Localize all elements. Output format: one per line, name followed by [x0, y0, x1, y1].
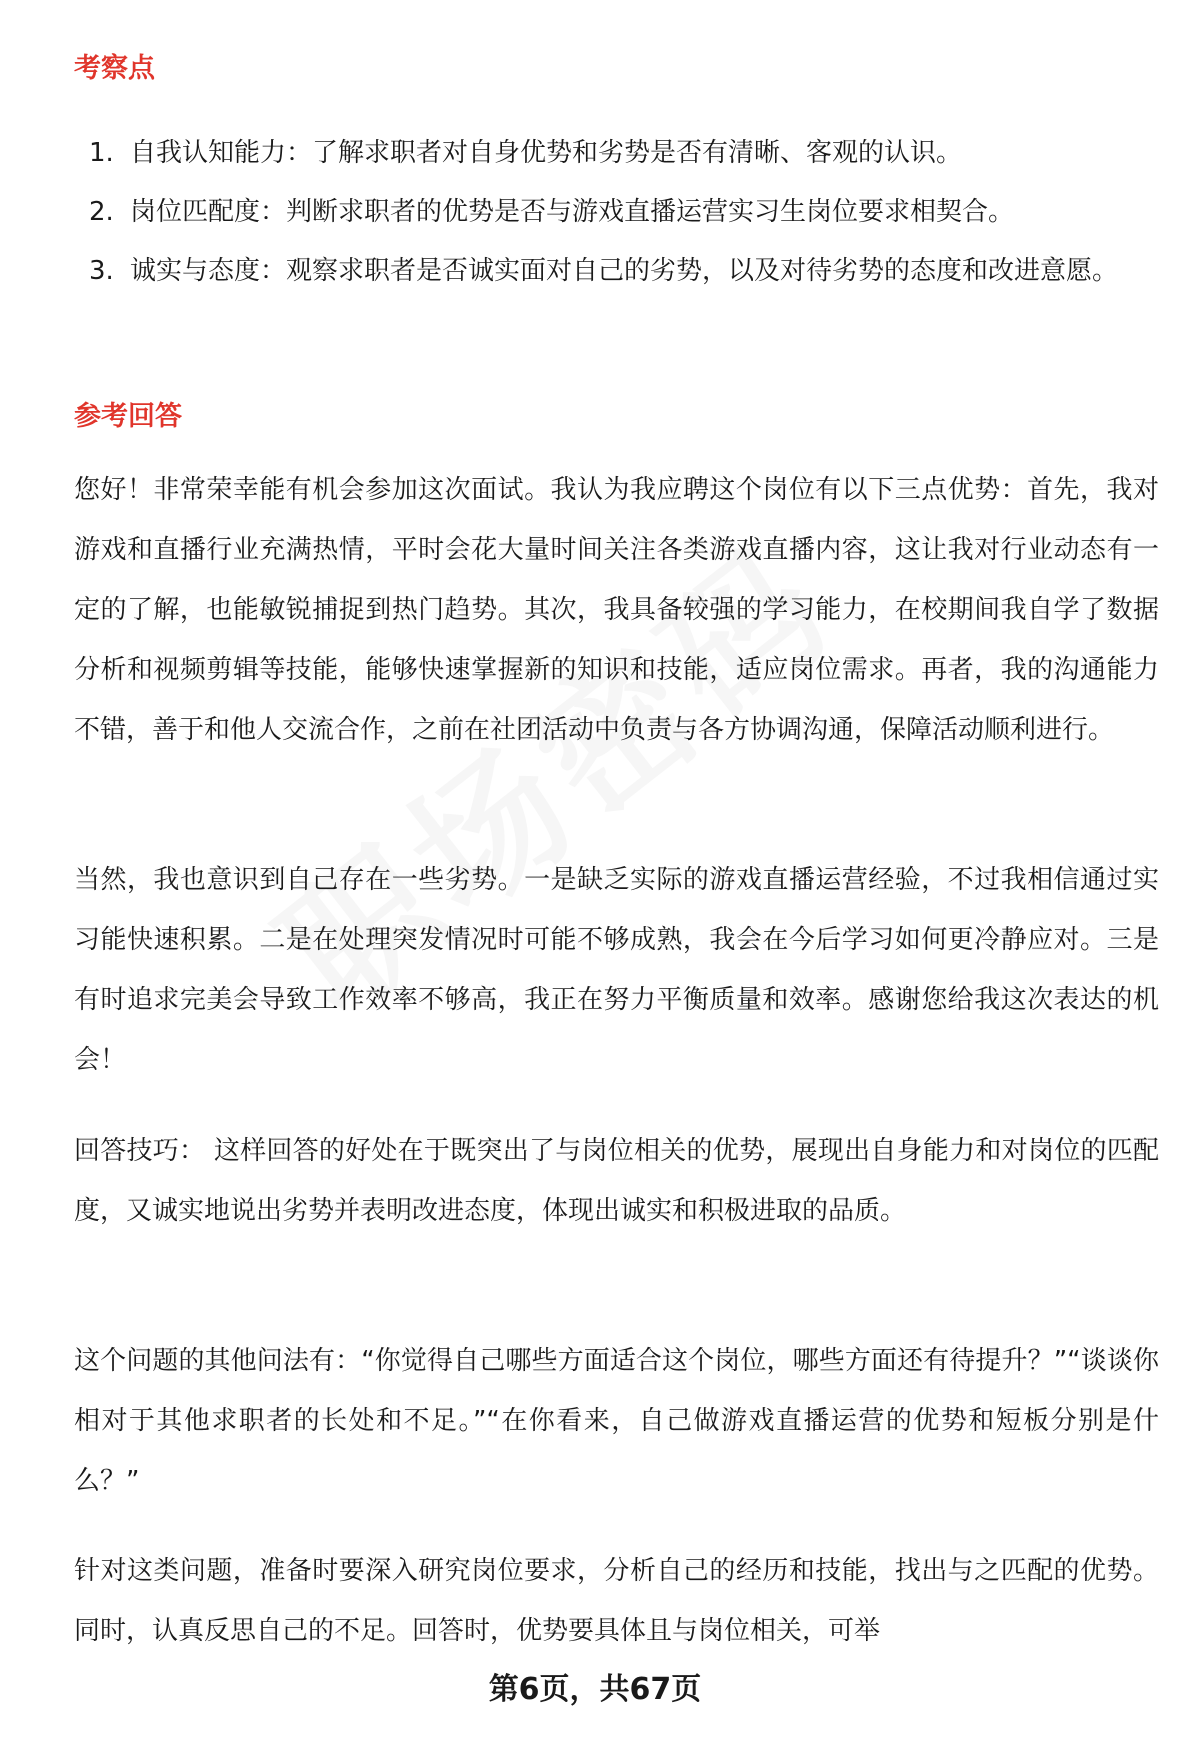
tips-paragraph: 回答技巧： 这样回答的好处在于既突出了与岗位相关的优势，展现出自身能力和对岗位的匹配度，又诚实地说出劣势并表明改进态度，体现出诚实和积极进取的品质。: [74, 1136, 1159, 1226]
list-item-number: 3.: [89, 256, 114, 286]
alternate-questions-paragraph: 这个问题的其他问法有：“你觉得自己哪些方面适合这个岗位，哪些方面还有待提升？”“谈谈你相对于其他求职者的长处和不足。”“在你看来，自己做游戏直播运营的优势和短板分别是什么？”: [74, 1346, 1159, 1496]
list-item: [74, 242, 1154, 301]
list-item-number: 2.: [89, 197, 114, 227]
list-item-text: 诚实与态度：观察求职者是否诚实面对自己的劣势，以及对待劣势的态度和改进意愿。: [130, 256, 1119, 286]
answer-paragraph: 当然，我也意识到自己存在一些劣势。一是缺乏实际的游戏直播运营经验，不过我相信通过实习能快速积累。二是在处理突发情况时可能不够成熟，我会在今后学习如何更冷静应对。三是有时追求完美会导致工作效率不够高，我正在努力平衡质量和效率。感谢您给我这次表达的机会！: [74, 865, 1159, 1075]
kaochadian-list: [74, 124, 1154, 301]
list-item-text: 自我认知能力：了解求职者对自身优势和劣势是否有清晰、客观的认识。: [130, 138, 963, 168]
page-number-footer: 第6页，共67页: [488, 1672, 702, 1707]
section-heading-kaochadian: 考察点: [74, 53, 155, 84]
list-item: [74, 183, 1154, 242]
preparation-paragraph: 针对这类问题，准备时要深入研究岗位要求，分析自己的经历和技能，找出与之匹配的优势。同时，认真反思自己的不足。回答时，优势要具体且与岗位相关，可举: [74, 1556, 1159, 1646]
list-item-text: 岗位匹配度：判断求职者的优势是否与游戏直播运营实习生岗位要求相契合。: [130, 197, 1015, 227]
answer-paragraph: 您好！非常荣幸能有机会参加这次面试。我认为我应聘这个岗位有以下三点优势：首先，我对游戏和直播行业充满热情，平时会花大量时间关注各类游戏直播内容，这让我对行业动态有一定的了解，也能敏锐捕捉到热门趋势。其次，我具备较强的学习能力，在校期间我自学了数据分析和视频剪辑等技能，能够快速掌握新的知识和技能，适应岗位需求。再者，我的沟通能力不错，善于和他人交流合作，之前在社团活动中负责与各方协调沟通，保障活动顺利进行。: [74, 475, 1159, 745]
section-heading-cankao: 参考回答: [74, 401, 182, 432]
list-item: [74, 124, 1154, 183]
list-item-number: 1.: [89, 138, 114, 168]
